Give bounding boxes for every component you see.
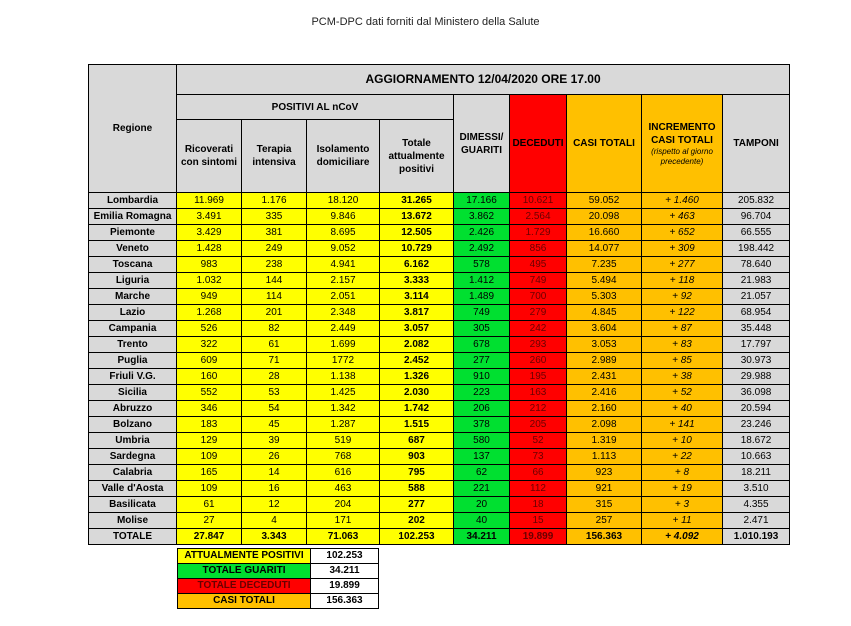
cell-dimessi: 3.862 [454, 209, 510, 225]
cell-totale: 202 [380, 513, 454, 529]
cell-dimessi: 305 [454, 321, 510, 337]
covid-regions-table [88, 64, 790, 545]
cell-casi: 156.363 [567, 529, 642, 545]
cell-incremento: + 52 [642, 385, 723, 401]
table-row [89, 289, 790, 305]
header-terapia: Terapia intensiva [242, 120, 307, 193]
cell-dimessi: 34.211 [454, 529, 510, 545]
cell-tamponi: 3.510 [723, 481, 790, 497]
cell-totale: 13.672 [380, 209, 454, 225]
summary-row [178, 549, 379, 564]
cell-terapia: 53 [242, 385, 307, 401]
summary-label: TOTALE GUARITI [178, 564, 311, 579]
cell-incremento: + 83 [642, 337, 723, 353]
cell-ricoverati: 3.429 [177, 225, 242, 241]
cell-regione: Abruzzo [89, 401, 177, 417]
cell-deceduti: 700 [510, 289, 567, 305]
cell-terapia: 381 [242, 225, 307, 241]
cell-regione: Valle d'Aosta [89, 481, 177, 497]
cell-tamponi: 36.098 [723, 385, 790, 401]
cell-tamponi: 4.355 [723, 497, 790, 513]
cell-regione: Calabria [89, 465, 177, 481]
cell-casi: 5.303 [567, 289, 642, 305]
cell-deceduti: 279 [510, 305, 567, 321]
cell-isolamento: 2.157 [307, 273, 380, 289]
cell-casi: 16.660 [567, 225, 642, 241]
cell-dimessi: 206 [454, 401, 510, 417]
cell-tamponi: 10.663 [723, 449, 790, 465]
summary-label: TOTALE DECEDUTI [178, 579, 311, 594]
cell-ricoverati: 160 [177, 369, 242, 385]
cell-regione: Puglia [89, 353, 177, 369]
cell-terapia: 1.176 [242, 193, 307, 209]
cell-ricoverati: 183 [177, 417, 242, 433]
header-incremento-label: INCREMENTO CASI TOTALI [648, 121, 716, 146]
cell-dimessi: 40 [454, 513, 510, 529]
cell-casi: 7.235 [567, 257, 642, 273]
cell-ricoverati: 165 [177, 465, 242, 481]
cell-regione: Umbria [89, 433, 177, 449]
cell-incremento: + 38 [642, 369, 723, 385]
cell-tamponi: 21.983 [723, 273, 790, 289]
cell-totale: 795 [380, 465, 454, 481]
total-row [89, 529, 790, 545]
cell-dimessi: 62 [454, 465, 510, 481]
cell-ricoverati: 61 [177, 497, 242, 513]
cell-ricoverati: 1.268 [177, 305, 242, 321]
cell-ricoverati: 1.428 [177, 241, 242, 257]
cell-ricoverati: 11.969 [177, 193, 242, 209]
cell-isolamento: 1772 [307, 353, 380, 369]
cell-dimessi: 749 [454, 305, 510, 321]
cell-isolamento: 1.699 [307, 337, 380, 353]
cell-tamponi: 23.246 [723, 417, 790, 433]
table-row [89, 241, 790, 257]
cell-terapia: 39 [242, 433, 307, 449]
cell-regione: Veneto [89, 241, 177, 257]
cell-casi: 2.416 [567, 385, 642, 401]
summary-table [177, 548, 379, 609]
cell-regione: Sicilia [89, 385, 177, 401]
cell-tamponi: 66.555 [723, 225, 790, 241]
cell-regione: Campania [89, 321, 177, 337]
cell-tamponi: 30.973 [723, 353, 790, 369]
cell-incremento: + 652 [642, 225, 723, 241]
cell-totale: 1.515 [380, 417, 454, 433]
header-tamponi: TAMPONI [723, 95, 790, 193]
cell-tamponi: 96.704 [723, 209, 790, 225]
cell-casi: 3.053 [567, 337, 642, 353]
cell-ricoverati: 1.032 [177, 273, 242, 289]
cell-isolamento: 2.449 [307, 321, 380, 337]
cell-totale: 10.729 [380, 241, 454, 257]
cell-tamponi: 21.057 [723, 289, 790, 305]
cell-ricoverati: 346 [177, 401, 242, 417]
summary-label: CASI TOTALI [178, 594, 311, 609]
cell-isolamento: 768 [307, 449, 380, 465]
cell-deceduti: 112 [510, 481, 567, 497]
table-row [89, 193, 790, 209]
cell-casi: 14.077 [567, 241, 642, 257]
cell-terapia: 249 [242, 241, 307, 257]
table-row [89, 369, 790, 385]
cell-totale: 1.742 [380, 401, 454, 417]
cell-totale: 12.505 [380, 225, 454, 241]
cell-isolamento: 4.941 [307, 257, 380, 273]
cell-deceduti: 18 [510, 497, 567, 513]
cell-dimessi: 1.489 [454, 289, 510, 305]
cell-regione: Emilia Romagna [89, 209, 177, 225]
header-totale-positivi: Totale attualmente positivi [380, 120, 454, 193]
cell-incremento: + 3 [642, 497, 723, 513]
summary-value: 102.253 [311, 549, 379, 564]
cell-incremento: + 309 [642, 241, 723, 257]
header-incremento-note: (rispetto al giorno precedente) [651, 146, 713, 166]
cell-ricoverati: 109 [177, 481, 242, 497]
cell-isolamento: 18.120 [307, 193, 380, 209]
cell-incremento: + 40 [642, 401, 723, 417]
cell-incremento: + 122 [642, 305, 723, 321]
cell-dimessi: 378 [454, 417, 510, 433]
cell-dimessi: 20 [454, 497, 510, 513]
cell-ricoverati: 526 [177, 321, 242, 337]
cell-incremento: + 92 [642, 289, 723, 305]
cell-deceduti: 1.729 [510, 225, 567, 241]
cell-totale: 903 [380, 449, 454, 465]
cell-deceduti: 10.621 [510, 193, 567, 209]
cell-isolamento: 1.138 [307, 369, 380, 385]
cell-casi: 2.431 [567, 369, 642, 385]
cell-incremento: + 8 [642, 465, 723, 481]
cell-incremento: + 11 [642, 513, 723, 529]
header-incremento [642, 95, 723, 193]
cell-deceduti: 212 [510, 401, 567, 417]
cell-isolamento: 71.063 [307, 529, 380, 545]
cell-casi: 3.604 [567, 321, 642, 337]
cell-terapia: 26 [242, 449, 307, 465]
cell-regione: Liguria [89, 273, 177, 289]
cell-terapia: 144 [242, 273, 307, 289]
table-row [89, 481, 790, 497]
cell-deceduti: 242 [510, 321, 567, 337]
cell-isolamento: 2.348 [307, 305, 380, 321]
cell-incremento: + 141 [642, 417, 723, 433]
table-row [89, 385, 790, 401]
table-row [89, 401, 790, 417]
cell-casi: 257 [567, 513, 642, 529]
source-title: PCM-DPC dati forniti dal Ministero della Salute [311, 16, 540, 28]
cell-tamponi: 205.832 [723, 193, 790, 209]
cell-dimessi: 221 [454, 481, 510, 497]
summary-label: ATTUALMENTE POSITIVI [178, 549, 311, 564]
cell-totale: 277 [380, 497, 454, 513]
cell-ricoverati: 949 [177, 289, 242, 305]
header-ricoverati: Ricoverati con sintomi [177, 120, 242, 193]
cell-isolamento: 2.051 [307, 289, 380, 305]
cell-terapia: 54 [242, 401, 307, 417]
cell-regione: Sardegna [89, 449, 177, 465]
cell-incremento: + 277 [642, 257, 723, 273]
cell-regione: Piemonte [89, 225, 177, 241]
summary-value: 34.211 [311, 564, 379, 579]
cell-casi: 2.989 [567, 353, 642, 369]
table-row [89, 449, 790, 465]
cell-incremento: + 19 [642, 481, 723, 497]
update-title: AGGIORNAMENTO 12/04/2020 ORE 17.00 [177, 65, 790, 95]
header-dimessi: DIMESSI/ GUARITI [454, 95, 510, 193]
header-casi-totali: CASI TOTALI [567, 95, 642, 193]
cell-dimessi: 137 [454, 449, 510, 465]
cell-terapia: 16 [242, 481, 307, 497]
cell-ricoverati: 129 [177, 433, 242, 449]
cell-regione: Lazio [89, 305, 177, 321]
cell-dimessi: 223 [454, 385, 510, 401]
table-row [89, 257, 790, 273]
summary-row [178, 564, 379, 579]
cell-deceduti: 495 [510, 257, 567, 273]
cell-isolamento: 463 [307, 481, 380, 497]
table-row [89, 497, 790, 513]
table-row [89, 353, 790, 369]
cell-casi: 923 [567, 465, 642, 481]
cell-tamponi: 18.211 [723, 465, 790, 481]
cell-dimessi: 2.492 [454, 241, 510, 257]
cell-deceduti: 19.899 [510, 529, 567, 545]
cell-terapia: 335 [242, 209, 307, 225]
header-positivi-group: POSITIVI AL nCoV [177, 95, 454, 120]
cell-totale: 3.817 [380, 305, 454, 321]
table-row [89, 273, 790, 289]
cell-terapia: 114 [242, 289, 307, 305]
cell-terapia: 238 [242, 257, 307, 273]
cell-totale: 3.114 [380, 289, 454, 305]
cell-regione: Marche [89, 289, 177, 305]
table-row [89, 417, 790, 433]
cell-casi: 2.160 [567, 401, 642, 417]
cell-terapia: 12 [242, 497, 307, 513]
cell-dimessi: 910 [454, 369, 510, 385]
cell-isolamento: 9.846 [307, 209, 380, 225]
cell-casi: 315 [567, 497, 642, 513]
cell-regione: Toscana [89, 257, 177, 273]
cell-terapia: 45 [242, 417, 307, 433]
cell-deceduti: 749 [510, 273, 567, 289]
cell-incremento: + 87 [642, 321, 723, 337]
cell-dimessi: 277 [454, 353, 510, 369]
cell-tamponi: 198.442 [723, 241, 790, 257]
table-row [89, 321, 790, 337]
cell-deceduti: 73 [510, 449, 567, 465]
cell-tamponi: 35.448 [723, 321, 790, 337]
cell-dimessi: 1.412 [454, 273, 510, 289]
cell-ricoverati: 3.491 [177, 209, 242, 225]
cell-terapia: 71 [242, 353, 307, 369]
cell-isolamento: 1.425 [307, 385, 380, 401]
cell-incremento: + 118 [642, 273, 723, 289]
cell-terapia: 14 [242, 465, 307, 481]
cell-totale: 102.253 [380, 529, 454, 545]
summary-value: 19.899 [311, 579, 379, 594]
cell-deceduti: 2.564 [510, 209, 567, 225]
cell-casi: 59.052 [567, 193, 642, 209]
cell-dimessi: 2.426 [454, 225, 510, 241]
summary-value: 156.363 [311, 594, 379, 609]
cell-isolamento: 1.287 [307, 417, 380, 433]
cell-totale: 588 [380, 481, 454, 497]
cell-terapia: 61 [242, 337, 307, 353]
cell-deceduti: 163 [510, 385, 567, 401]
cell-tamponi: 18.672 [723, 433, 790, 449]
cell-totale: 1.326 [380, 369, 454, 385]
cell-incremento: + 4.092 [642, 529, 723, 545]
cell-tamponi: 2.471 [723, 513, 790, 529]
cell-dimessi: 580 [454, 433, 510, 449]
cell-incremento: + 463 [642, 209, 723, 225]
header-isolamento: Isolamento domiciliare [307, 120, 380, 193]
cell-casi: 1.319 [567, 433, 642, 449]
cell-incremento: + 85 [642, 353, 723, 369]
cell-isolamento: 8.695 [307, 225, 380, 241]
cell-regione: Trento [89, 337, 177, 353]
cell-isolamento: 171 [307, 513, 380, 529]
cell-regione: Lombardia [89, 193, 177, 209]
cell-deceduti: 52 [510, 433, 567, 449]
cell-casi: 921 [567, 481, 642, 497]
cell-tamponi: 17.797 [723, 337, 790, 353]
cell-terapia: 82 [242, 321, 307, 337]
cell-terapia: 28 [242, 369, 307, 385]
cell-isolamento: 616 [307, 465, 380, 481]
cell-ricoverati: 983 [177, 257, 242, 273]
cell-totale: 31.265 [380, 193, 454, 209]
cell-terapia: 4 [242, 513, 307, 529]
cell-deceduti: 260 [510, 353, 567, 369]
cell-casi: 1.113 [567, 449, 642, 465]
cell-regione: Bolzano [89, 417, 177, 433]
cell-totale: 2.030 [380, 385, 454, 401]
table-row [89, 513, 790, 529]
cell-isolamento: 519 [307, 433, 380, 449]
cell-terapia: 3.343 [242, 529, 307, 545]
cell-regione: TOTALE [89, 529, 177, 545]
summary-row [178, 579, 379, 594]
header-deceduti: DECEDUTI [510, 95, 567, 193]
cell-deceduti: 15 [510, 513, 567, 529]
cell-casi: 20.098 [567, 209, 642, 225]
header-regione: Regione [89, 65, 177, 193]
cell-incremento: + 1.460 [642, 193, 723, 209]
cell-isolamento: 9.052 [307, 241, 380, 257]
cell-deceduti: 856 [510, 241, 567, 257]
cell-totale: 6.162 [380, 257, 454, 273]
cell-dimessi: 17.166 [454, 193, 510, 209]
cell-dimessi: 578 [454, 257, 510, 273]
cell-casi: 5.494 [567, 273, 642, 289]
cell-deceduti: 66 [510, 465, 567, 481]
table-row [89, 433, 790, 449]
cell-tamponi: 68.954 [723, 305, 790, 321]
cell-regione: Friuli V.G. [89, 369, 177, 385]
cell-ricoverati: 322 [177, 337, 242, 353]
cell-ricoverati: 27 [177, 513, 242, 529]
cell-regione: Basilicata [89, 497, 177, 513]
table-row [89, 225, 790, 241]
cell-ricoverati: 109 [177, 449, 242, 465]
table-row [89, 465, 790, 481]
cell-totale: 2.452 [380, 353, 454, 369]
cell-incremento: + 22 [642, 449, 723, 465]
cell-isolamento: 204 [307, 497, 380, 513]
cell-incremento: + 10 [642, 433, 723, 449]
cell-ricoverati: 609 [177, 353, 242, 369]
cell-isolamento: 1.342 [307, 401, 380, 417]
cell-totale: 3.333 [380, 273, 454, 289]
cell-deceduti: 205 [510, 417, 567, 433]
table-row [89, 337, 790, 353]
cell-totale: 3.057 [380, 321, 454, 337]
cell-casi: 4.845 [567, 305, 642, 321]
cell-totale: 2.082 [380, 337, 454, 353]
cell-tamponi: 78.640 [723, 257, 790, 273]
cell-ricoverati: 552 [177, 385, 242, 401]
cell-totale: 687 [380, 433, 454, 449]
cell-terapia: 201 [242, 305, 307, 321]
table-row [89, 305, 790, 321]
cell-tamponi: 20.594 [723, 401, 790, 417]
cell-tamponi: 29.988 [723, 369, 790, 385]
cell-deceduti: 195 [510, 369, 567, 385]
cell-regione: Molise [89, 513, 177, 529]
cell-deceduti: 293 [510, 337, 567, 353]
cell-dimessi: 678 [454, 337, 510, 353]
table-row [89, 209, 790, 225]
cell-casi: 2.098 [567, 417, 642, 433]
cell-tamponi: 1.010.193 [723, 529, 790, 545]
cell-ricoverati: 27.847 [177, 529, 242, 545]
summary-row [178, 594, 379, 609]
